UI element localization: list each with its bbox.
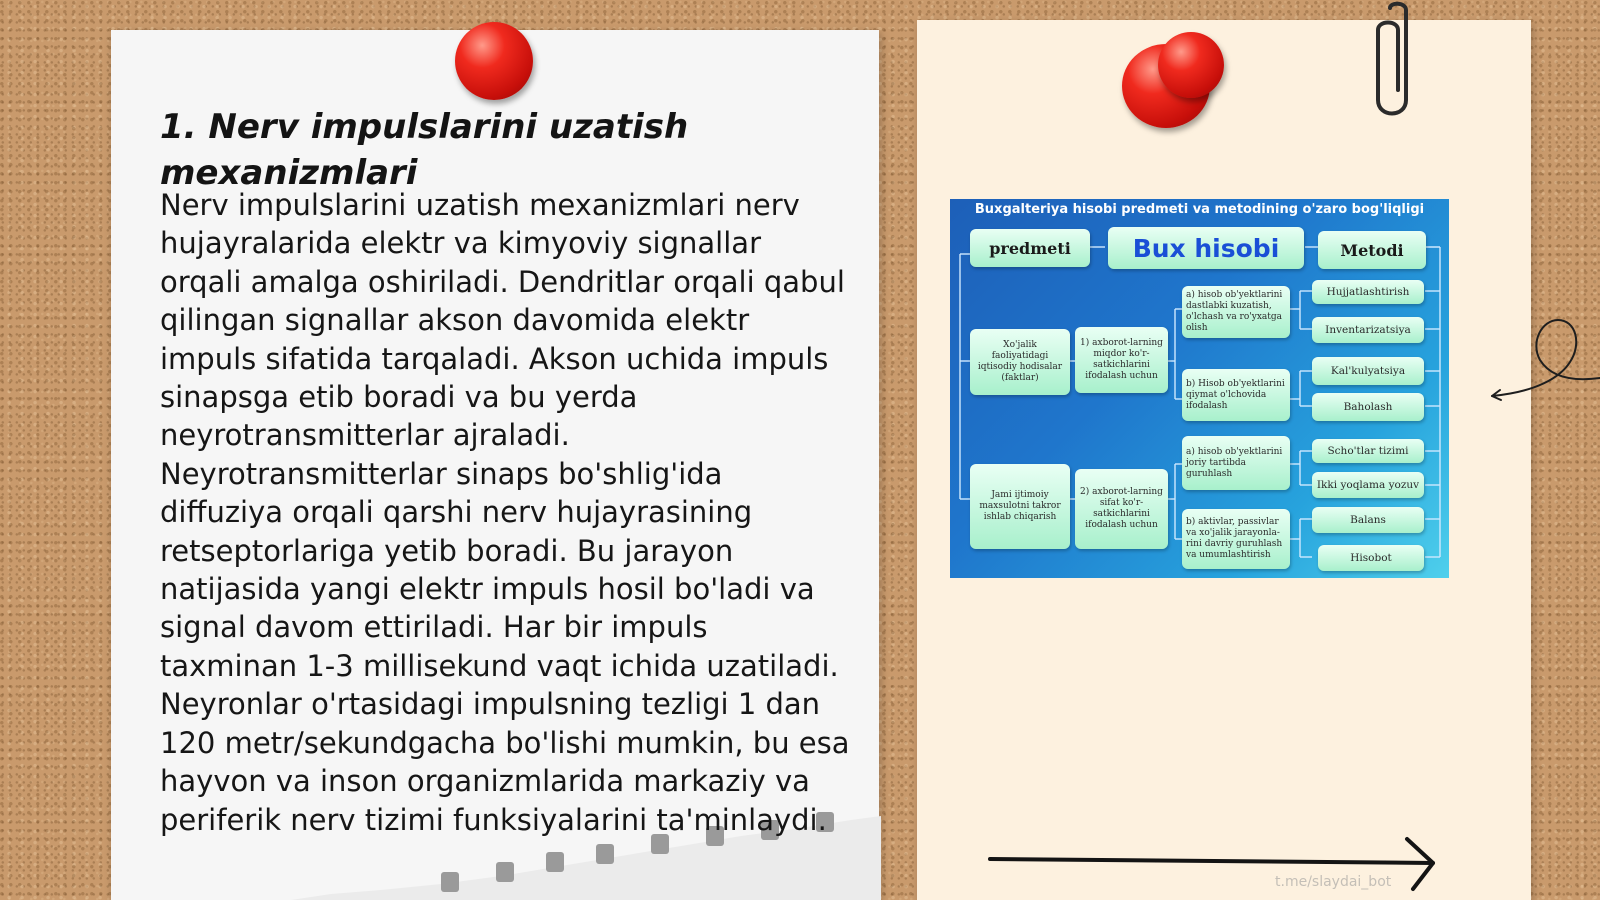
diagram-method-item: Hujjatlashtirish [1312,280,1424,304]
slide-title: 1. Nerv impulslarini uzatish mexanizmlari [160,107,689,193]
diagram-box-mid-2: 2) axborot-larning sifat ko'r-satkichlarini ifodalash uchun [1075,469,1168,549]
slide-body-text: Nerv impulslarini uzatish mexanizmlari nerv hujayralarida elektr va kimyoviy signallar orqali amalga oshiriladi. Dendritlar orqali qabul qilingan signallar akson davomida elektr impuls sifatida tarqaladi. Akson uchida impuls sinapsga etib boradi va bu yerda neyrotransmitterlar ajraladi. Neyrotransmitterlar sinaps bo'shlig'ida diffuziya orqali qarshi nerv hujayrasining retseptorlariga yetib boradi. Bu jarayon natijasida yangi elektr impuls hosil bo'ladi va signal davom ettiriladi. Har bir impuls taxminan 1-3 millisekund vaqt ichida uzatiladi. Neyronlar o'rtasidagi impulsning tezligi 1 dan 120 metr/sekundgacha bo'lishi mumkin, bu esa hayvon va inson organizmlarida markaziy va periferik nerv tizimi funksiyalarini ta'minlaydi. [160,188,850,837]
diagram-method-item: Kal'kulyatsiya [1312,357,1424,385]
curl-doodle-icon [1480,310,1600,410]
diagram-method-item: Baholash [1312,393,1424,421]
watermark: t.me/slaydai_bot [1275,874,1392,890]
diagram-main-label: Bux hisobi [1108,227,1304,269]
diagram-method-item: Ikki yoqlama yozuv [1312,472,1424,498]
diagram-title: Buxgalteriya hisobi predmeti va metodining o'zaro bog'liqligi [974,202,1425,217]
diagram-method-item: Hisobot [1318,545,1424,571]
diagram-box-sub-a1: a) hisob ob'yektlarini dastlabki kuzatish, o'lchash va ro'yxatga olish [1182,286,1290,338]
paperclip-icon [1372,0,1422,125]
diagram-metodi: Metodi [1318,231,1426,269]
diagram-predmeti: predmeti [970,229,1090,267]
diagram-box-sub-b1: b) Hisob ob'yektlarini qiymat o'lchovida ifodalash [1182,369,1290,421]
diagram-box-sub-a2: a) hisob ob'yektlarini joriy tartibda guruhlash [1182,436,1290,490]
diagram-method-item: Scho'tlar tizimi [1312,439,1424,463]
pushpin-icon [455,22,533,100]
diagram-box-sub-b2: b) aktivlar, passivlar va xo'jalik jarayonla-rini davriy guruhlash va umumlashtirish [1182,509,1290,569]
diagram-box-left-1: Xo'jalik faoliyatidagi iqtisodiy hodisalar (faktlar) [970,329,1070,395]
diagram-box-left-2: Jami ijtimoiy maxsulotni takror ishlab chiqarish [970,464,1070,549]
diagram-method-item: Balans [1312,507,1424,533]
diagram-box-mid-1: 1) axborot-larning miqdor ko'r-satkichlarini ifodalash uchun [1075,327,1168,393]
accounting-diagram [950,199,1449,578]
diagram-method-item: Inventarizatsiya [1312,317,1424,343]
pushpin-icon [1158,32,1224,98]
